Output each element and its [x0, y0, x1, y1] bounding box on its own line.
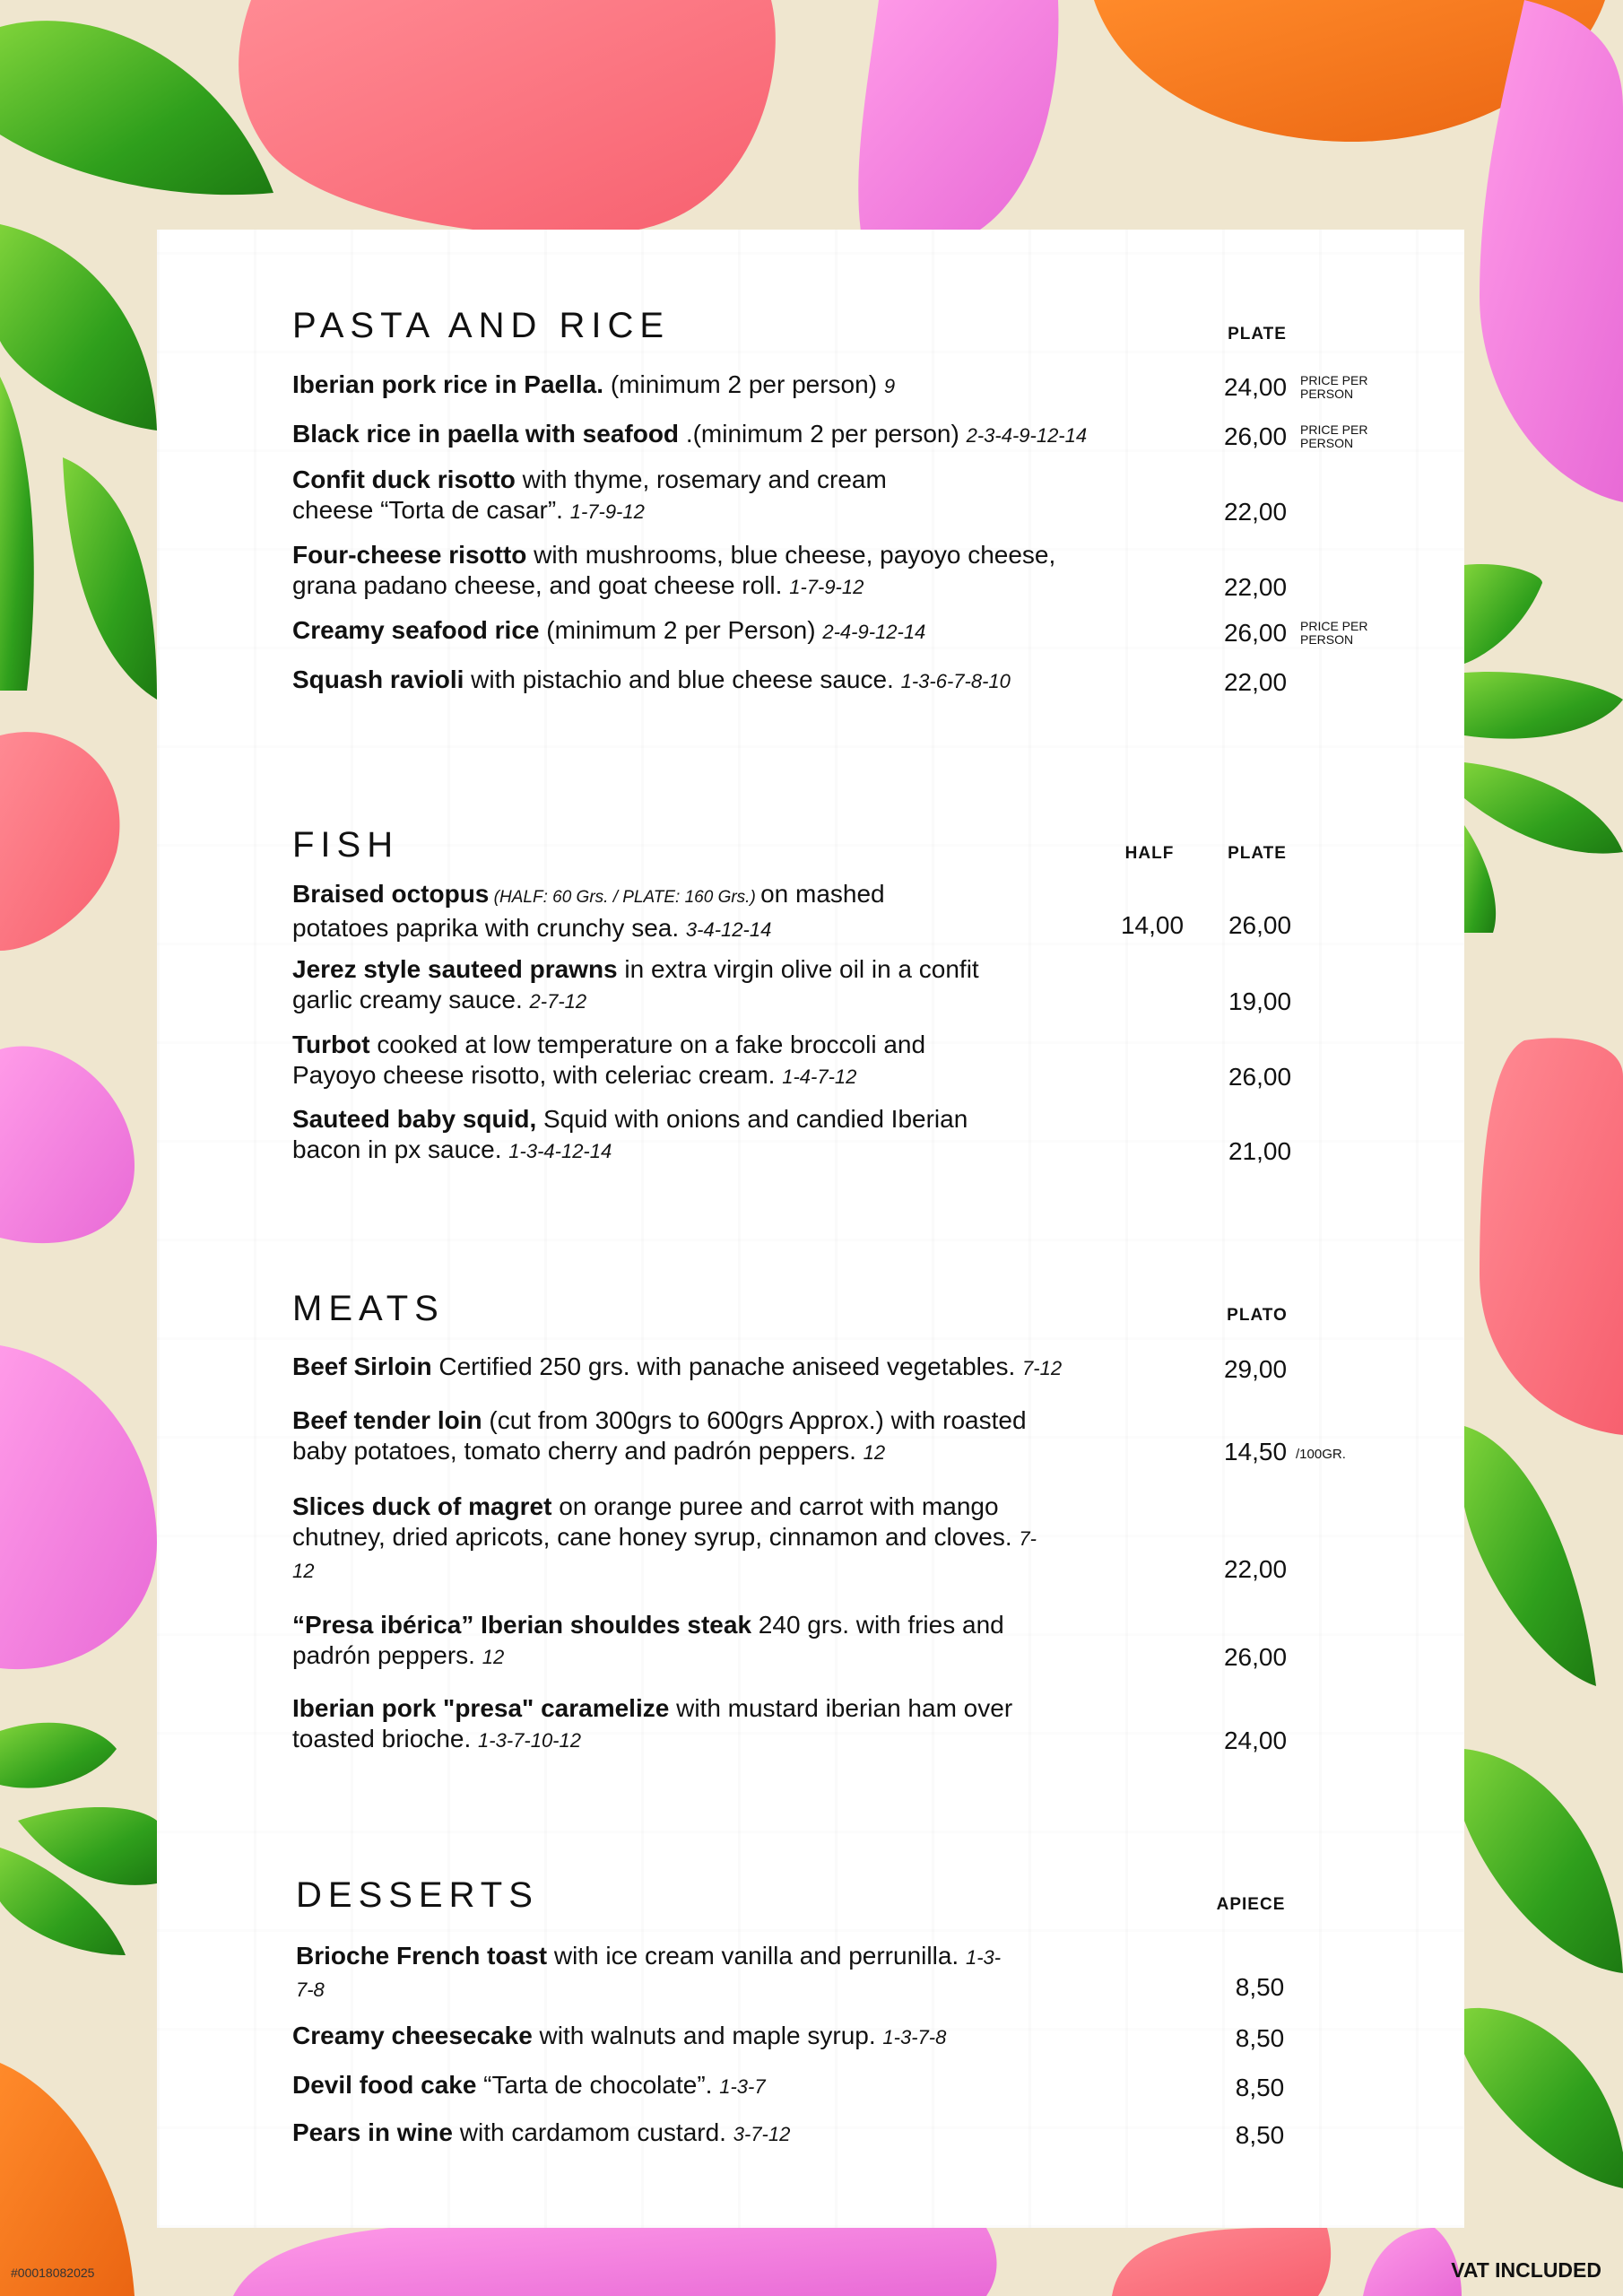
menu-item: Squash ravioli with pistachio and blue cheese sauce. 1-3-6-7-8-10	[292, 665, 1011, 693]
menu-item: Iberian pork rice in Paella. (minimum 2 per person) 9	[292, 370, 896, 398]
menu-item: “Presa ibérica” Iberian shouldes steak 240 grs. with fries and padrón peppers. 12	[292, 1611, 1004, 1669]
leaf-right-7	[1464, 2008, 1623, 2188]
leaf-left-3	[0, 377, 34, 691]
coral-blob-right	[1480, 1038, 1623, 1435]
price-per-person-note: PRICE PER PERSON	[1300, 619, 1368, 647]
item-price-half: 14,00	[1120, 911, 1185, 939]
leaf-left-4	[0, 1723, 117, 1788]
coral-blob-top	[239, 0, 776, 235]
column-header-plate: PLATE	[1228, 844, 1287, 863]
document-code: #00018082025	[11, 2266, 95, 2280]
price-unit: /100GR.	[1296, 1447, 1346, 1462]
item-price: 26,00	[1223, 619, 1288, 647]
price-per-person-note: PRICE PER PERSON	[1300, 422, 1368, 450]
section-title-pasta-rice: PASTA AND RICE	[292, 306, 671, 345]
menu-item: Jerez style sauteed prawns in extra virgin olive oil in a confit garlic creamy sauce. 2-7-12	[292, 955, 979, 1013]
section-title-meats: MEATS	[292, 1289, 445, 1328]
item-price: 14,50	[1223, 1438, 1288, 1465]
orange-blob-bottom-left	[0, 2063, 135, 2296]
menu-item: Beef tender loin (cut from 300grs to 600grs Approx.) with roasted baby potatoes, tomato cherry and padrón peppers. 12	[292, 1406, 1027, 1465]
pink-blob-left-1	[0, 1047, 135, 1244]
leaf-right-5	[1464, 1426, 1596, 1686]
item-price: 22,00	[1223, 1555, 1288, 1583]
menu-item: Iberian pork "presa" caramelize with mustard iberian ham over toasted brioche. 1-3-7-10-12	[292, 1694, 1013, 1752]
item-price: 26,00	[1228, 1063, 1292, 1091]
item-price: 21,00	[1228, 1137, 1292, 1165]
item-price: 26,00	[1223, 422, 1288, 450]
column-header-half: HALF	[1124, 844, 1175, 863]
menu-item: Creamy cheesecake with walnuts and maple syrup. 1-3-7-8	[292, 2022, 947, 2049]
item-price: 19,00	[1228, 987, 1292, 1015]
menu-item: Sauteed baby squid, Squid with onions and candied Iberian bacon in px sauce. 1-3-4-12-14	[292, 1105, 968, 1163]
item-price: 29,00	[1223, 1355, 1288, 1383]
item-price: 8,50	[1235, 2121, 1285, 2149]
leaf-right-3	[1464, 762, 1623, 854]
column-header-plato: PLATO	[1227, 1306, 1288, 1325]
coral-blob-left	[0, 732, 119, 951]
leaf-left-1	[0, 224, 157, 430]
item-price: 8,50	[1235, 2024, 1285, 2052]
leaf-right-6	[1464, 1749, 1623, 1973]
leaf-top-left	[0, 21, 273, 195]
leaf-left-2	[63, 457, 157, 700]
menu-item: Creamy seafood rice (minimum 2 per Person) 2-4-9-12-14	[292, 616, 926, 644]
coral-blob-bottom	[1112, 2228, 1331, 2296]
menu-item: Slices duck of magret on orange puree and carrot with mango chutney, dried apricots, cane honey syrup, cinnamon and cloves. 7-12	[292, 1492, 1037, 1582]
menu-item: Beef Sirloin Certified 250 grs. with panache aniseed vegetables. 7-12	[292, 1352, 1063, 1380]
leaf-right-4	[1464, 825, 1496, 933]
item-price: 8,50	[1235, 1973, 1285, 2001]
item-price: 22,00	[1223, 573, 1288, 601]
leaf-right-1	[1464, 564, 1542, 664]
menu-panel	[157, 230, 1464, 2228]
vat-included-note: VAT INCLUDED	[1451, 2258, 1601, 2282]
menu-item: Pears in wine with cardamom custard. 3-7-12	[292, 2118, 791, 2146]
item-price: 8,50	[1235, 2074, 1285, 2101]
item-price: 26,00	[1223, 1643, 1288, 1671]
column-header-plate: PLATE	[1228, 325, 1287, 344]
menu-item: Four-cheese risotto with mushrooms, blue cheese, payoyo cheese, grana padano cheese, and goat cheese roll. 1-7-9-12	[292, 541, 1056, 599]
menu-item: Devil food cake “Tarta de chocolate”. 1-3-7	[292, 2071, 766, 2099]
pink-blob-left-2	[0, 1345, 157, 1669]
price-per-person-note: PRICE PER PERSON	[1300, 373, 1368, 401]
item-price: 24,00	[1223, 373, 1288, 401]
item-price: 24,00	[1223, 1726, 1288, 1754]
column-header-apiece: APIECE	[1216, 1895, 1286, 1914]
menu-item: Turbot cooked at low temperature on a fake broccoli and Payoyo cheese risotto, with celeriac cream. 1-4-7-12	[292, 1031, 926, 1089]
menu-item: Confit duck risotto with thyme, rosemary and cream cheese “Torta de casar”. 1-7-9-12	[292, 465, 887, 524]
section-title-fish: FISH	[292, 825, 400, 865]
menu-item: Brioche French toast with ice cream vanilla and perrunilla. 1-3-7-8	[296, 1942, 1002, 2001]
pink-blob-bottom	[233, 2222, 997, 2296]
menu-item: Black rice in paella with seafood .(minimum 2 per person) 2-3-4-9-12-14	[292, 420, 1088, 448]
leaf-right-2	[1464, 672, 1623, 739]
item-price: 26,00	[1228, 911, 1292, 939]
pink-blob-bottom-right	[1363, 2228, 1462, 2296]
pink-blob-top	[858, 0, 1058, 231]
item-price: 22,00	[1223, 668, 1288, 696]
menu-item: Braised octopus (HALF: 60 Grs. / PLATE: 160 Grs.) on mashed potatoes paprika with crunchy sea. 3-4-12-14	[292, 880, 885, 942]
item-price: 22,00	[1223, 498, 1288, 526]
section-title-desserts: DESSERTS	[296, 1875, 539, 1915]
